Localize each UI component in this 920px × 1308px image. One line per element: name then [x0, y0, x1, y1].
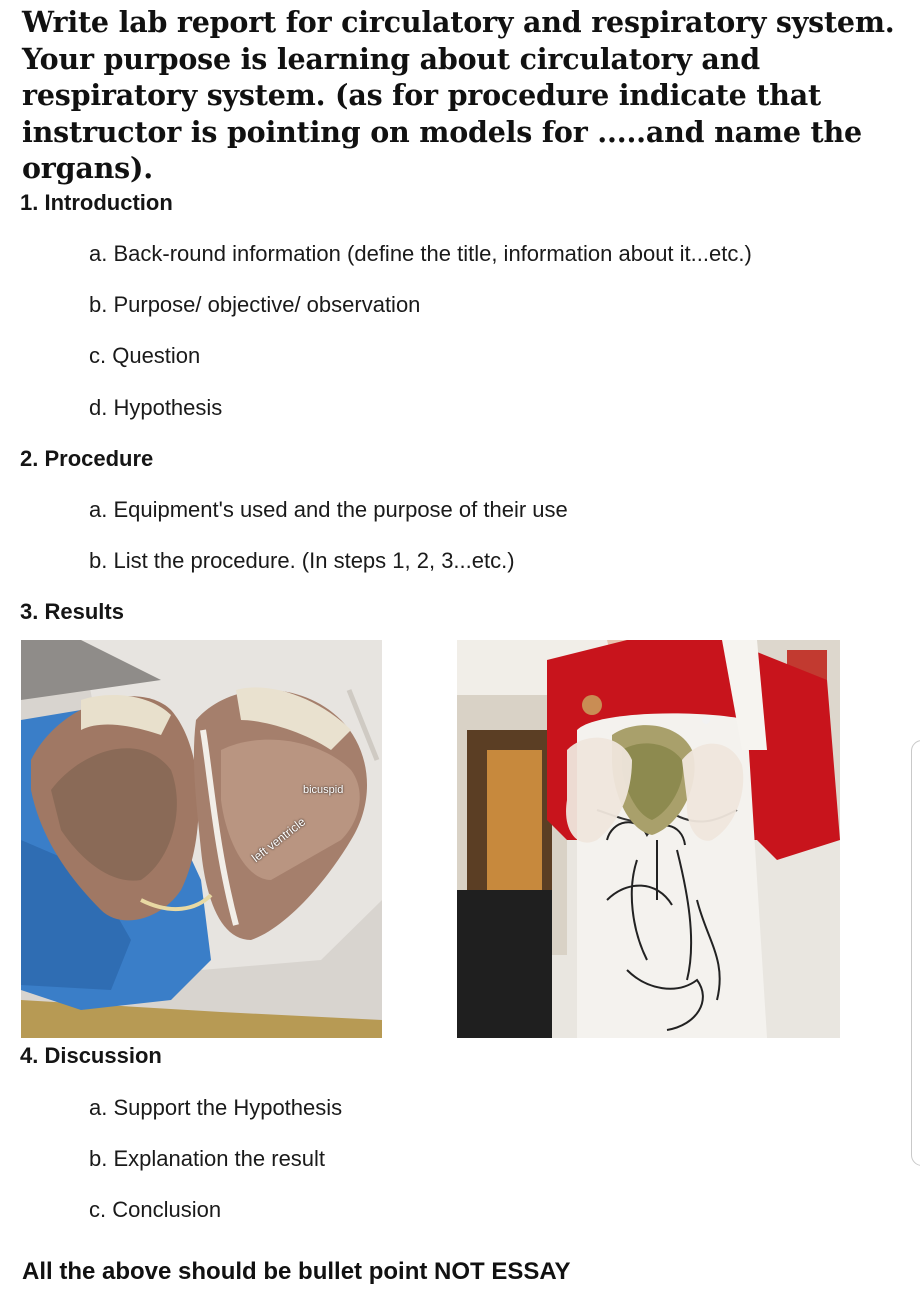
left-ventricle-label: left ventricle: [249, 814, 309, 866]
list-item: b. Explanation the result: [89, 1146, 326, 1171]
section-heading-results: 3. Results: [20, 599, 124, 624]
page-title: Write lab report for circulatory and respiratory system. Your purpose is learning about circulatory and respiratory system. (as for procedure indicate that instructor is pointing on models for .....and name the organs).: [22, 5, 895, 185]
list-item: c. Question: [89, 343, 201, 368]
section-heading-introduction: 1. Introduction: [20, 190, 173, 215]
student-heart-photo: [457, 640, 840, 1038]
list-item: c. Conclusion: [89, 1197, 222, 1222]
heart-dissection-photo: [21, 640, 382, 1038]
student-apron-image: [457, 640, 840, 1038]
heart-dissection-image: [21, 640, 382, 1038]
section-heading-discussion: 4. Discussion: [20, 1043, 162, 1068]
list-item: a. Support the Hypothesis: [89, 1095, 343, 1120]
section-heading-procedure: 2. Procedure: [20, 446, 154, 471]
list-item: b. List the procedure. (In steps 1, 2, 3...etc.): [89, 548, 515, 573]
bicuspid-label: bicuspid: [303, 784, 344, 796]
list-item: a. Back-round information (define the title, information about it...etc.): [89, 241, 752, 266]
footer-note: All the above should be bullet point NOT ESSAY: [22, 1258, 571, 1285]
list-item: d. Hypothesis: [89, 395, 223, 420]
side-scroll-handle[interactable]: [911, 740, 920, 1166]
list-item: b. Purpose/ objective/ observation: [89, 292, 421, 317]
list-item: a. Equipment's used and the purpose of their use: [89, 497, 568, 522]
